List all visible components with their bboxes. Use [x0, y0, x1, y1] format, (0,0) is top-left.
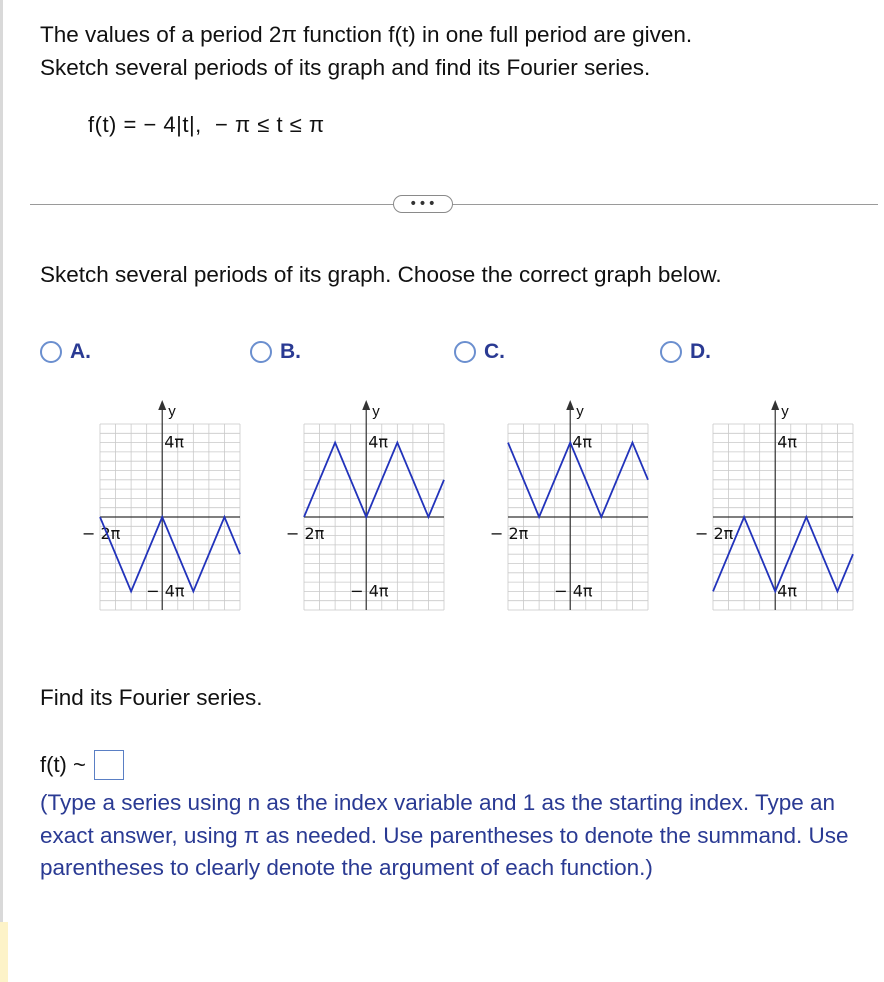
- option-b-radio[interactable]: [250, 341, 272, 363]
- graph-b-left-label: − 2π: [286, 524, 325, 543]
- option-c[interactable]: [454, 340, 505, 364]
- option-d-label: D.: [690, 340, 711, 363]
- graph-d-top-label: 4π: [777, 432, 798, 452]
- graph-d-bottom-label: 4π: [777, 581, 798, 601]
- problem-line-1: The values of a period 2π function f(t) in one full period are given.: [40, 22, 693, 47]
- graph-d-left-label: − 2π: [695, 524, 734, 543]
- option-a-radio[interactable]: [40, 341, 62, 363]
- option-c-radio[interactable]: [454, 341, 476, 363]
- graph-c-bottom-label: − 4π: [554, 581, 593, 601]
- graph-a-y-arrow: [158, 400, 166, 410]
- option-d-radio[interactable]: [660, 341, 682, 363]
- graph-a-top-label: 4π: [164, 432, 185, 452]
- answer-row: [40, 750, 124, 780]
- left-edge-highlight: [0, 922, 8, 982]
- problem-line-2: Sketch several periods of its graph and find its Fourier series.: [40, 55, 651, 80]
- graph-c-top-label: 4π: [572, 432, 593, 452]
- graph-a-y-label: y: [168, 403, 176, 420]
- graph-a-bottom-label: − 4π: [146, 581, 185, 601]
- graph-d-y-arrow: [771, 400, 779, 410]
- fourier-series-input[interactable]: [94, 750, 124, 780]
- graph-b-y-arrow: [362, 400, 370, 410]
- graph-b-top-label: 4π: [368, 432, 389, 452]
- graph-d-y-label: y: [781, 403, 789, 420]
- option-a[interactable]: [40, 340, 91, 364]
- graph-c-left-label: − 2π: [490, 524, 529, 543]
- option-c-graph[interactable]: [488, 382, 668, 622]
- fourier-prompt: Find its Fourier series.: [40, 685, 263, 710]
- graph-b-y-label: y: [372, 403, 380, 420]
- option-c-label: C.: [484, 340, 505, 363]
- section-divider: [30, 204, 878, 205]
- option-d-graph[interactable]: [693, 382, 873, 622]
- graph-a-left-label: − 2π: [82, 524, 121, 543]
- option-b-graph[interactable]: [284, 382, 464, 622]
- answer-instructions: (Type a series using n as the index variable and 1 as the starting index. Type an exact answer, using π as needed. Use parentheses to denote the summand. Use parentheses to clearly denote the argument of each function.): [40, 790, 849, 880]
- option-a-label: A.: [70, 340, 91, 363]
- answer-prefix: f(t) ~: [40, 752, 86, 777]
- problem-statement: [40, 18, 692, 84]
- graph-b-bottom-label: − 4π: [350, 581, 389, 601]
- expand-more-button[interactable]: •••: [393, 195, 453, 213]
- option-d[interactable]: [660, 340, 711, 364]
- option-b-label: B.: [280, 340, 301, 363]
- graph-question: Sketch several periods of its graph. Choose the correct graph below.: [40, 262, 722, 287]
- graph-c-y-arrow: [566, 400, 574, 410]
- left-edge-bar: [0, 0, 3, 982]
- option-a-graph[interactable]: [80, 382, 260, 622]
- graph-c-y-label: y: [576, 403, 584, 420]
- option-b[interactable]: [250, 340, 301, 364]
- function-definition: f(t) = − 4|t|, − π ≤ t ≤ π: [88, 112, 325, 137]
